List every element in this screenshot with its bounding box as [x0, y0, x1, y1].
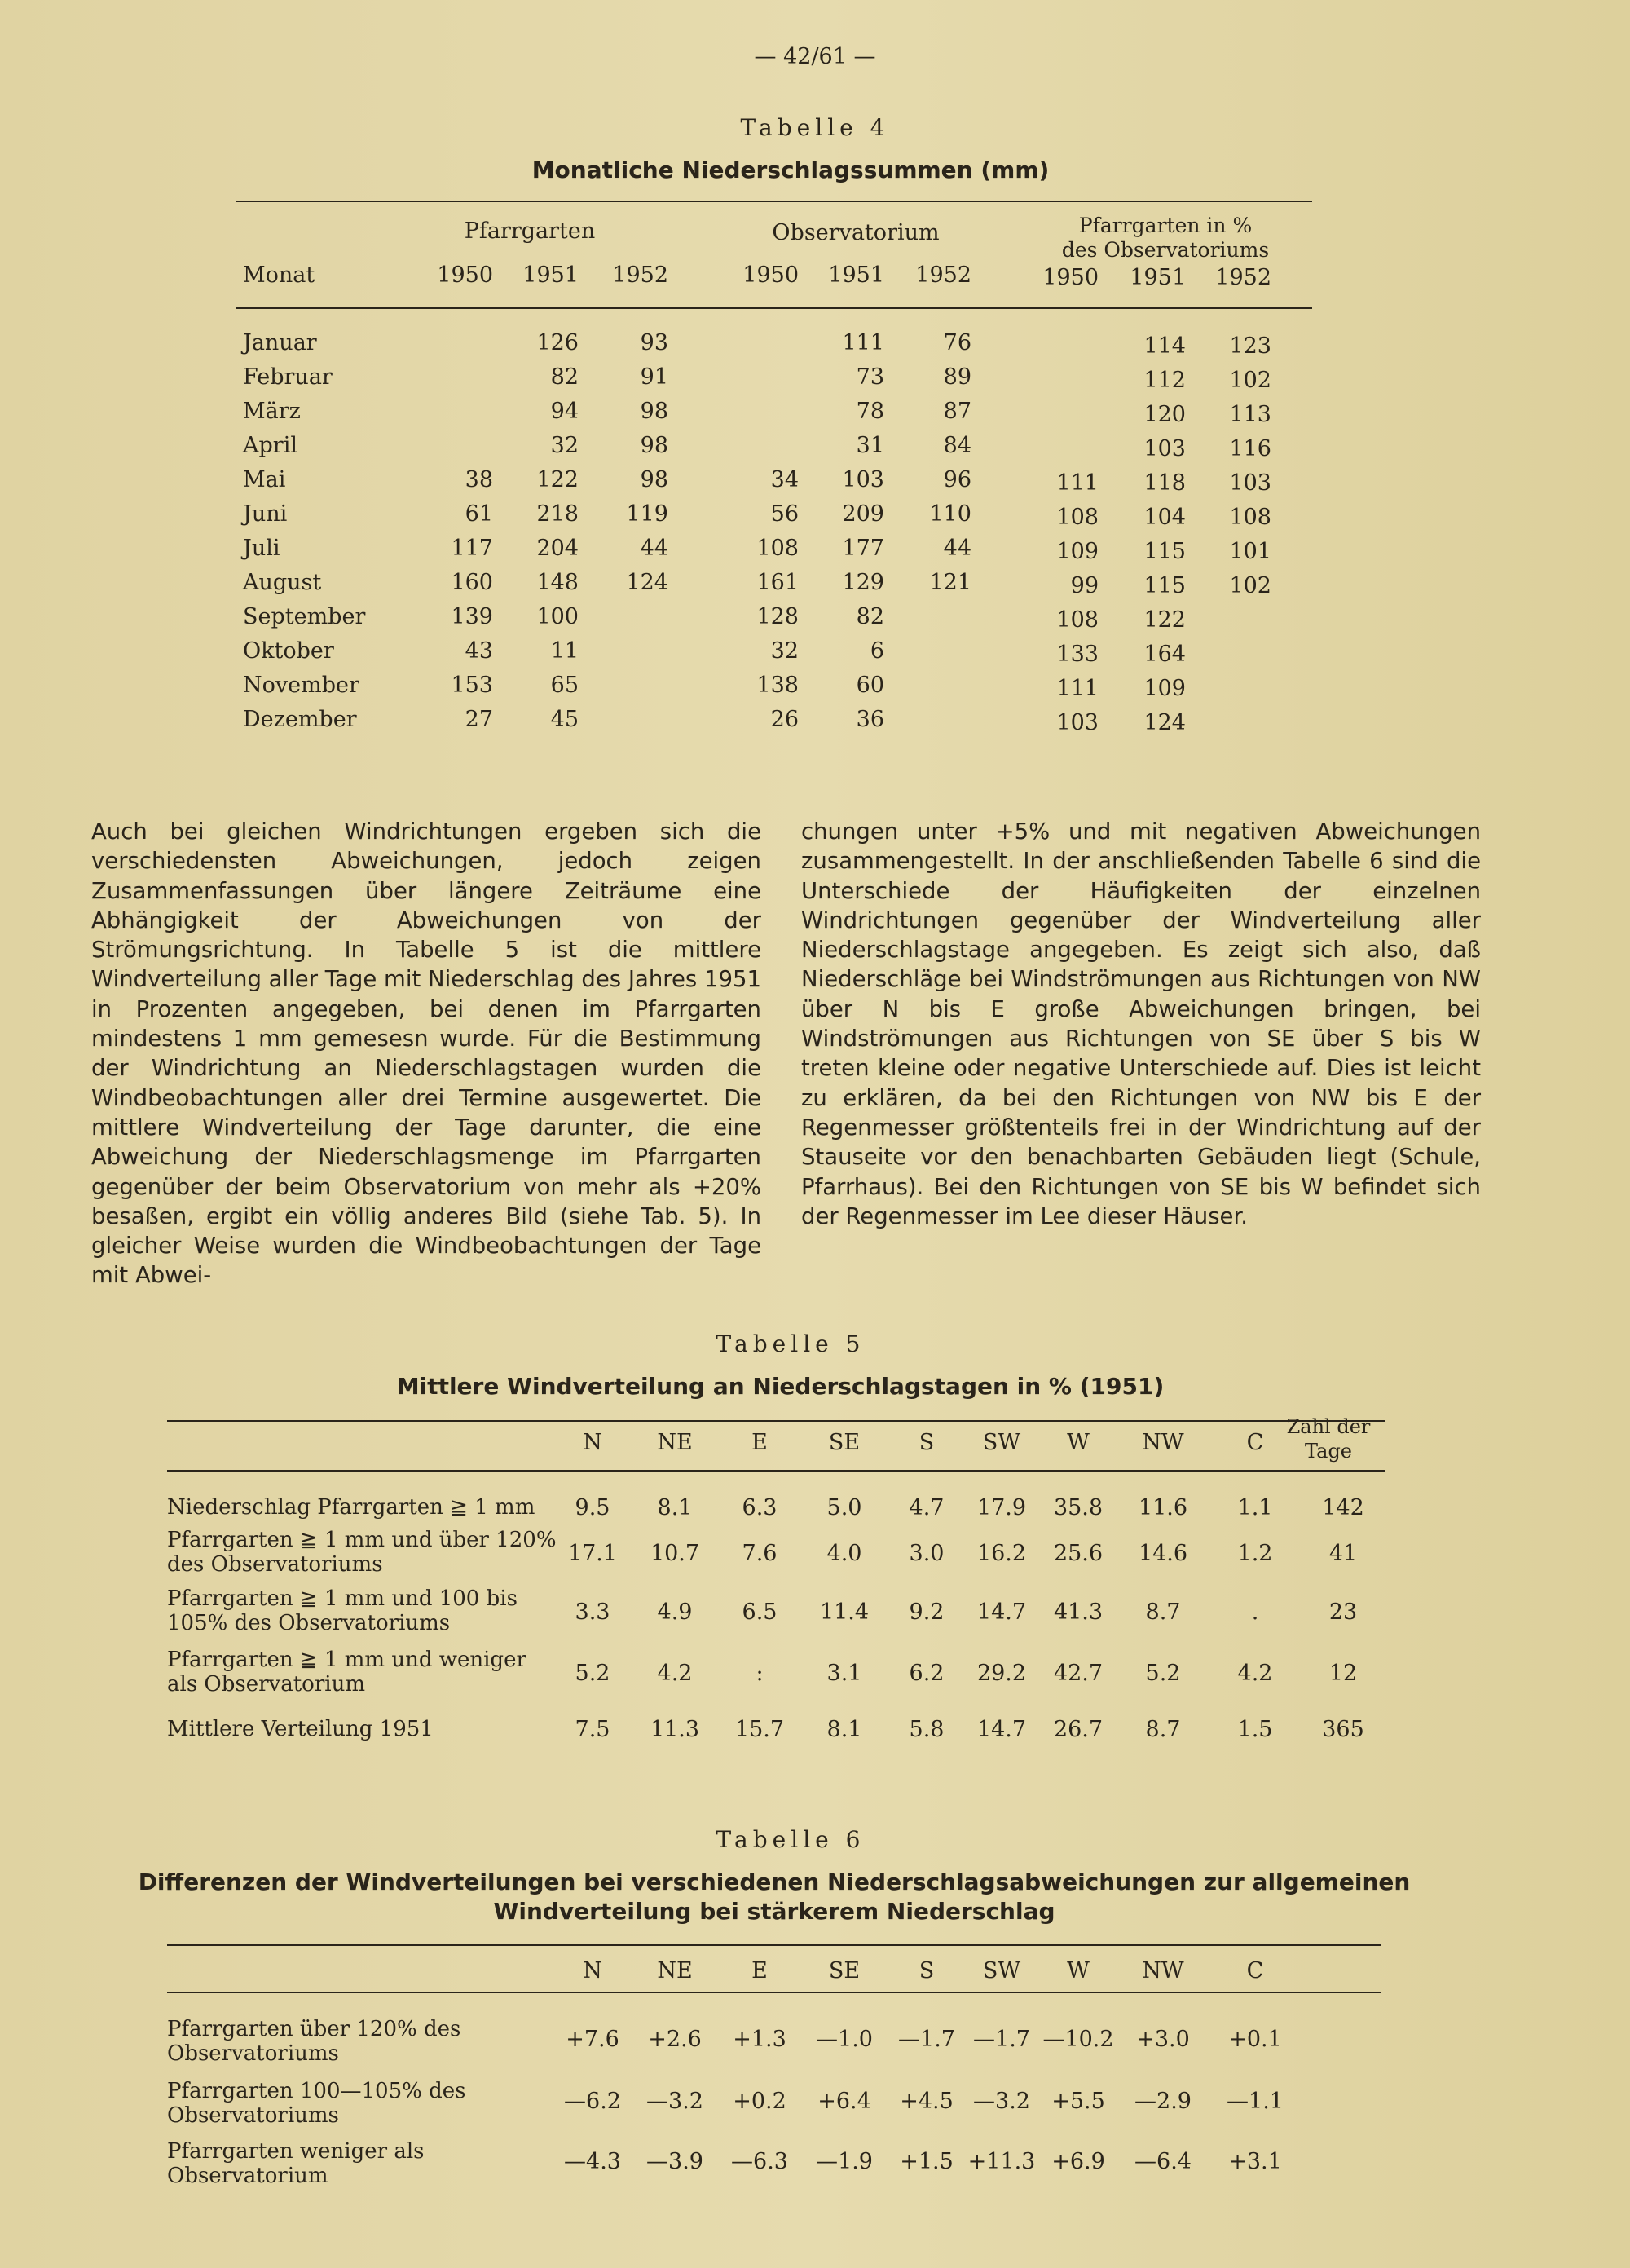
t5-value: 17.1 — [567, 1541, 618, 1566]
t6-value: +3.1 — [1228, 2149, 1282, 2174]
t5-value: : — [756, 1661, 764, 1686]
t5-head-c: C — [1246, 1430, 1264, 1455]
t5-head-w: W — [1067, 1430, 1090, 1455]
t5-value: 35.8 — [1053, 1495, 1104, 1520]
t5-value: 29.2 — [976, 1661, 1027, 1686]
t6-value: —3.2 — [646, 2089, 703, 2114]
t6-value: —3.2 — [973, 2089, 1030, 2114]
t4-value-o: 73 — [856, 364, 884, 390]
table4-title: Monatliche Niederschlagssummen (mm) — [531, 157, 1050, 183]
t4-value-pc: 112 — [1143, 368, 1186, 393]
t6-value: —6.3 — [731, 2149, 788, 2174]
t4-value-p: 124 — [626, 570, 668, 595]
t4-year-p-1952: 1952 — [612, 263, 668, 288]
t4-month: September — [243, 604, 366, 629]
t4-value-o: 31 — [856, 433, 884, 458]
t5-value: 4.2 — [1237, 1661, 1273, 1686]
t4-year-p-1951: 1951 — [522, 263, 579, 288]
t4-value-p: 45 — [550, 707, 579, 732]
t5-value: 25.6 — [1053, 1541, 1104, 1566]
t5-head-sw: SW — [982, 1430, 1021, 1455]
t4-value-o: 34 — [770, 467, 799, 492]
t6-head-s: S — [919, 1958, 935, 1983]
t4-value-o: 121 — [929, 570, 971, 595]
t4-value-o: 96 — [943, 467, 971, 492]
t6-head-c: C — [1246, 1958, 1264, 1983]
t4-value-pc: 109 — [1056, 539, 1099, 564]
page-number: — 42/61 — — [754, 44, 876, 69]
t4-value-o: 6 — [870, 638, 884, 664]
t6-value: —10.2 — [1042, 2027, 1114, 2052]
t5-value: 5.2 — [575, 1661, 610, 1686]
t5-value: 4.9 — [657, 1600, 693, 1625]
t4-value-o: 103 — [842, 467, 884, 492]
t4-month: November — [243, 673, 359, 698]
t4-value-p: 43 — [465, 638, 493, 664]
t4-value-o: 60 — [856, 673, 884, 698]
t6-value: —6.4 — [1134, 2149, 1192, 2174]
t4-value-pc: 115 — [1143, 573, 1186, 598]
t4-value-o: 129 — [842, 570, 884, 595]
t6-head-e: E — [751, 1958, 768, 1983]
t5-value: 6.2 — [909, 1661, 945, 1686]
t4-value-p: 204 — [536, 536, 579, 561]
t4-col-month: Monat — [243, 263, 315, 288]
t5-value: 14.7 — [976, 1717, 1027, 1742]
t4-year-p-1950: 1950 — [437, 263, 493, 288]
t6-value: +1.3 — [733, 2027, 786, 2052]
t5-value: 11.6 — [1138, 1495, 1188, 1520]
t4-value-pc: 118 — [1143, 470, 1186, 496]
t4-month: Mai — [243, 467, 286, 492]
t4-value-pc: 102 — [1229, 573, 1271, 598]
t4-value-o: 87 — [943, 399, 971, 424]
t6-value: +11.3 — [967, 2149, 1036, 2174]
t4-month: Dezember — [243, 707, 357, 732]
t4-value-p: 153 — [451, 673, 493, 698]
t4-value-pc: 133 — [1056, 642, 1099, 667]
t5-value: 7.5 — [575, 1717, 610, 1742]
t4-value-p: 100 — [536, 604, 579, 629]
t4-month: Juli — [243, 536, 280, 561]
t6-value: —1.0 — [816, 2027, 873, 2052]
t5-value: 8.7 — [1145, 1600, 1181, 1625]
t4-value-p: 126 — [536, 330, 579, 355]
t6-value: —1.7 — [898, 2027, 955, 2052]
t6-row-label: Pfarrgarten 100—105% des Observatoriums — [167, 2079, 466, 2128]
t5-value: 11.3 — [650, 1717, 700, 1742]
t6-value: +3.0 — [1136, 2027, 1190, 2052]
t5-head-se: SE — [828, 1430, 861, 1455]
t4-value-o: 209 — [842, 501, 884, 527]
table5-title: Mittlere Windverteilung an Niederschlagstagen in % (1951) — [396, 1373, 1165, 1400]
t6-value: +0.1 — [1228, 2027, 1282, 2052]
t4-value-p: 148 — [536, 570, 579, 595]
t4-value-p: 139 — [451, 604, 493, 629]
t6-value: —1.9 — [816, 2149, 873, 2174]
t4-group-percent-2: des Observatoriums — [1061, 238, 1270, 262]
t6-head-n: N — [583, 1958, 602, 1983]
t5-value: 1.2 — [1237, 1541, 1273, 1566]
t5-value: 365 — [1322, 1717, 1364, 1742]
table5-caption: Tabelle 5 — [716, 1330, 866, 1357]
t4-value-p: 117 — [451, 536, 493, 561]
t4-value-pc: 99 — [1070, 573, 1099, 598]
t6-row-label: Pfarrgarten weniger als Observatorium — [167, 2139, 425, 2188]
t4-value-p: 98 — [640, 433, 668, 458]
t4-value-o: 84 — [943, 433, 971, 458]
t5-value: 15.7 — [734, 1717, 785, 1742]
t4-year-o-1950: 1950 — [742, 263, 799, 288]
text-left: Auch bei gleichen Windrichtungen ergeben sich die verschiedensten Abweichungen, jedoch zeigen Zusammenfassungen über längere Zeiträume eine Abhängigkeit der Abweichungen von der Strömungsrichtung. In Tabelle 5 ist die mittlere Windverteilung aller Tage mit Niederschlag des Jahres 1951 in Prozenten angegeben, bei denen im Pfarrgarten mindestens 1 mm gemesesn wurde. Für die Bestimmung der Windrichtung an Niederschlagstagen wurden die Windbeobachtungen aller drei Termine ausgewertet. Die mittlere Windverteilung der Tage darunter, die eine Abweichung der Niederschlagsmenge im Pfarrgarten gegenüber der beim Observatorium von mehr als +20% besaßen, ergibt ein völlig anderes Bild (siehe Tab. 5). In gleicher Weise wurden die Windbeobachtungen der Tage mit Abwei- — [91, 819, 761, 1289]
t5-value: 3.0 — [909, 1541, 945, 1566]
t5-value: 14.7 — [976, 1600, 1027, 1625]
t5-value: 1.5 — [1237, 1717, 1273, 1742]
t4-value-pc: 101 — [1229, 539, 1271, 564]
t4-value-p: 98 — [640, 467, 668, 492]
t6-value: —1.1 — [1227, 2089, 1284, 2114]
t4-value-pc: 103 — [1056, 710, 1099, 735]
t4-value-o: 82 — [856, 604, 884, 629]
table6-title-2: Windverteilung bei stärkerem Niederschlag — [493, 1898, 1055, 1925]
t6-value: +1.5 — [900, 2149, 954, 2174]
t5-value: 17.9 — [976, 1495, 1027, 1520]
t6-value: —2.9 — [1134, 2089, 1192, 2114]
t6-value: +0.2 — [733, 2089, 786, 2114]
t4-value-pc: 109 — [1143, 676, 1186, 701]
t5-head-nw: NW — [1142, 1430, 1184, 1455]
t5-value: 7.6 — [742, 1541, 778, 1566]
table6-title-1: Differenzen der Windverteilungen bei verschiedenen Niederschlagsabweichungen zur allgemeinen — [138, 1869, 1411, 1895]
t6-head-nw: NW — [1142, 1958, 1184, 1983]
t4-value-pc: 120 — [1143, 402, 1186, 427]
t4-value-p: 32 — [550, 433, 579, 458]
t5-value: 5.8 — [909, 1717, 945, 1742]
t4-value-p: 38 — [465, 467, 493, 492]
t5-value: 4.7 — [909, 1495, 945, 1520]
table4-header-rule — [236, 307, 1312, 309]
t5-value: 3.1 — [826, 1661, 862, 1686]
t6-value: +4.5 — [900, 2089, 954, 2114]
t4-value-pc: 108 — [1056, 607, 1099, 633]
t5-value: 6.3 — [742, 1495, 778, 1520]
t5-value: 5.2 — [1145, 1661, 1181, 1686]
t6-value: —3.9 — [646, 2149, 703, 2174]
t5-value: 8.7 — [1145, 1717, 1181, 1742]
t4-value-o: 89 — [943, 364, 971, 390]
t5-row-label: Pfarrgarten ≧ 1 mm und weniger als Observatorium — [167, 1648, 526, 1697]
t4-month: April — [243, 433, 297, 458]
t5-row-label: Pfarrgarten ≧ 1 mm und 100 bis 105% des Observatoriums — [167, 1586, 518, 1635]
t6-value: +7.6 — [566, 2027, 619, 2052]
t4-value-p: 160 — [451, 570, 493, 595]
t5-head-e: E — [751, 1430, 768, 1455]
t6-head-sw: SW — [982, 1958, 1021, 1983]
t4-value-o: 36 — [856, 707, 884, 732]
t4-value-pc: 124 — [1143, 710, 1186, 735]
t4-value-p: 119 — [626, 501, 668, 527]
t4-value-p: 27 — [465, 707, 493, 732]
t4-value-pc: 114 — [1143, 333, 1186, 359]
t5-row-label: Niederschlag Pfarrgarten ≧ 1 mm — [167, 1495, 535, 1520]
t4-month: Januar — [243, 330, 317, 355]
t5-value: 6.5 — [742, 1600, 778, 1625]
t6-value: —6.2 — [564, 2089, 621, 2114]
t4-value-o: 138 — [756, 673, 799, 698]
text-left-column — [91, 817, 761, 1291]
t5-value: 1.1 — [1237, 1495, 1273, 1520]
t5-value: 5.0 — [826, 1495, 862, 1520]
table6-top-rule — [167, 1944, 1381, 1946]
t5-value: 16.2 — [976, 1541, 1027, 1566]
t4-value-pc: 115 — [1143, 539, 1186, 564]
t5-value: 14.6 — [1138, 1541, 1188, 1566]
t5-head-days-2: Tage — [1304, 1440, 1353, 1463]
t4-value-p: 61 — [465, 501, 493, 527]
t5-value: 9.2 — [909, 1600, 945, 1625]
t4-value-p: 122 — [536, 467, 579, 492]
t4-value-o: 26 — [770, 707, 799, 732]
t6-value: —4.3 — [564, 2149, 621, 2174]
t4-value-o: 76 — [943, 330, 971, 355]
t4-month: März — [243, 399, 301, 424]
t5-value: 4.0 — [826, 1541, 862, 1566]
table5-header-rule — [167, 1470, 1386, 1472]
t5-value: 41 — [1328, 1541, 1358, 1566]
t5-value: 4.2 — [657, 1661, 693, 1686]
t4-year-o-1951: 1951 — [828, 263, 884, 288]
t4-value-p: 44 — [640, 536, 668, 561]
t5-value: 42.7 — [1053, 1661, 1104, 1686]
t5-row-label: Pfarrgarten ≧ 1 mm und über 120% des Observatoriums — [167, 1528, 557, 1577]
t5-row-label: Mittlere Verteilung 1951 — [167, 1717, 434, 1741]
t5-value: 41.3 — [1053, 1600, 1104, 1625]
t4-value-o: 44 — [943, 536, 971, 561]
t5-value: 23 — [1328, 1600, 1358, 1625]
t4-group-pfarrgarten: Pfarrgarten — [464, 218, 596, 244]
t5-head-days-1: Zahl der — [1286, 1415, 1371, 1438]
t4-value-pc: 111 — [1056, 676, 1099, 701]
t4-year-pc-1951: 1951 — [1130, 265, 1186, 290]
t4-value-o: 161 — [756, 570, 799, 595]
t4-value-pc: 108 — [1056, 505, 1099, 530]
t4-year-pc-1950: 1950 — [1042, 265, 1099, 290]
table6-header-rule — [167, 1992, 1381, 1993]
table4-caption: Tabelle 4 — [740, 114, 890, 141]
t4-value-pc: 103 — [1143, 436, 1186, 461]
t4-value-pc: 103 — [1229, 470, 1271, 496]
t4-value-o: 56 — [770, 501, 799, 527]
t5-value: . — [1251, 1600, 1259, 1625]
t5-value: 3.3 — [575, 1600, 610, 1625]
t4-value-pc: 102 — [1229, 368, 1271, 393]
t4-value-p: 91 — [640, 364, 668, 390]
t5-value: 26.7 — [1053, 1717, 1104, 1742]
t6-value: +5.5 — [1051, 2089, 1105, 2114]
t5-head-s: S — [919, 1430, 935, 1455]
t6-value: +6.9 — [1051, 2149, 1105, 2174]
t4-value-p: 82 — [550, 364, 579, 390]
t5-value: 142 — [1322, 1495, 1364, 1520]
t4-group-observatorium: Observatorium — [772, 220, 940, 245]
t4-value-o: 108 — [756, 536, 799, 561]
t5-value: 8.1 — [657, 1495, 693, 1520]
t4-value-p: 218 — [536, 501, 579, 527]
t4-value-o: 128 — [756, 604, 799, 629]
t4-value-pc: 104 — [1143, 505, 1186, 530]
t4-value-o: 32 — [770, 638, 799, 664]
t6-head-ne: NE — [657, 1958, 693, 1983]
table6-caption: Tabelle 6 — [716, 1826, 866, 1853]
t6-value: +2.6 — [648, 2027, 702, 2052]
t4-year-o-1952: 1952 — [915, 263, 971, 288]
t4-value-pc: 122 — [1143, 607, 1186, 633]
t4-month: Februar — [243, 364, 333, 390]
t4-value-p: 98 — [640, 399, 668, 424]
t4-value-pc: 111 — [1056, 470, 1099, 496]
t5-value: 8.1 — [826, 1717, 862, 1742]
text-right: chungen unter +5% und mit negativen Abweichungen zusammengestellt. In der anschließenden Tabelle 6 sind die Unterschiede der Häufigkeiten der einzelnen Windrichtungen gegenüber der Windverteilung aller Niederschlagstage angegeben. Es zeigt sich also, daß Niederschläge bei Windströmungen aus Richtungen von NW über N bis E große Abweichungen bringen, bei Windströmungen aus Richtungen von SE über S bis W treten kleine oder negative Unterschiede auf. Dies ist leicht zu erklären, da bei den Richtungen von NW bis E der Regenmesser größtenteils frei in der Windrichtung auf der Stauseite vor den benachbarten Gebäuden liegt (Schule, Pfarrhaus). Bei den Richtungen von SE bis W befindet sich der Regenmesser im Lee dieser Häuser. — [801, 819, 1481, 1229]
t5-head-n: N — [583, 1430, 602, 1455]
t4-value-pc: 108 — [1229, 505, 1271, 530]
t4-month: Juni — [243, 501, 288, 527]
t4-group-percent: Pfarrgarten in % — [1078, 214, 1253, 237]
t5-value: 12 — [1328, 1661, 1358, 1686]
t4-month: Oktober — [243, 638, 334, 664]
t4-value-p: 94 — [550, 399, 579, 424]
t4-value-pc: 113 — [1229, 402, 1271, 427]
t4-value-pc: 116 — [1229, 436, 1271, 461]
t5-value: 10.7 — [650, 1541, 700, 1566]
t4-value-pc: 123 — [1229, 333, 1271, 359]
t4-value-p: 11 — [550, 638, 579, 664]
t4-value-p: 93 — [640, 330, 668, 355]
t6-value: —1.7 — [973, 2027, 1030, 2052]
t5-value: 9.5 — [575, 1495, 610, 1520]
t5-value: 11.4 — [819, 1600, 870, 1625]
t4-year-pc-1952: 1952 — [1215, 265, 1271, 290]
t5-head-ne: NE — [657, 1430, 693, 1455]
table4-top-rule — [236, 201, 1312, 202]
t6-head-w: W — [1067, 1958, 1090, 1983]
t4-month: August — [243, 570, 322, 595]
t4-value-o: 177 — [842, 536, 884, 561]
t4-value-o: 111 — [842, 330, 884, 355]
t6-row-label: Pfarrgarten über 120% des Observatoriums — [167, 2017, 461, 2066]
t4-value-o: 78 — [856, 399, 884, 424]
t4-value-p: 65 — [550, 673, 579, 698]
t4-value-pc: 164 — [1143, 642, 1186, 667]
t6-value: +6.4 — [817, 2089, 871, 2114]
t4-value-o: 110 — [929, 501, 971, 527]
text-right-column — [801, 817, 1481, 1231]
table5-top-rule — [167, 1420, 1386, 1422]
t6-head-se: SE — [828, 1958, 861, 1983]
